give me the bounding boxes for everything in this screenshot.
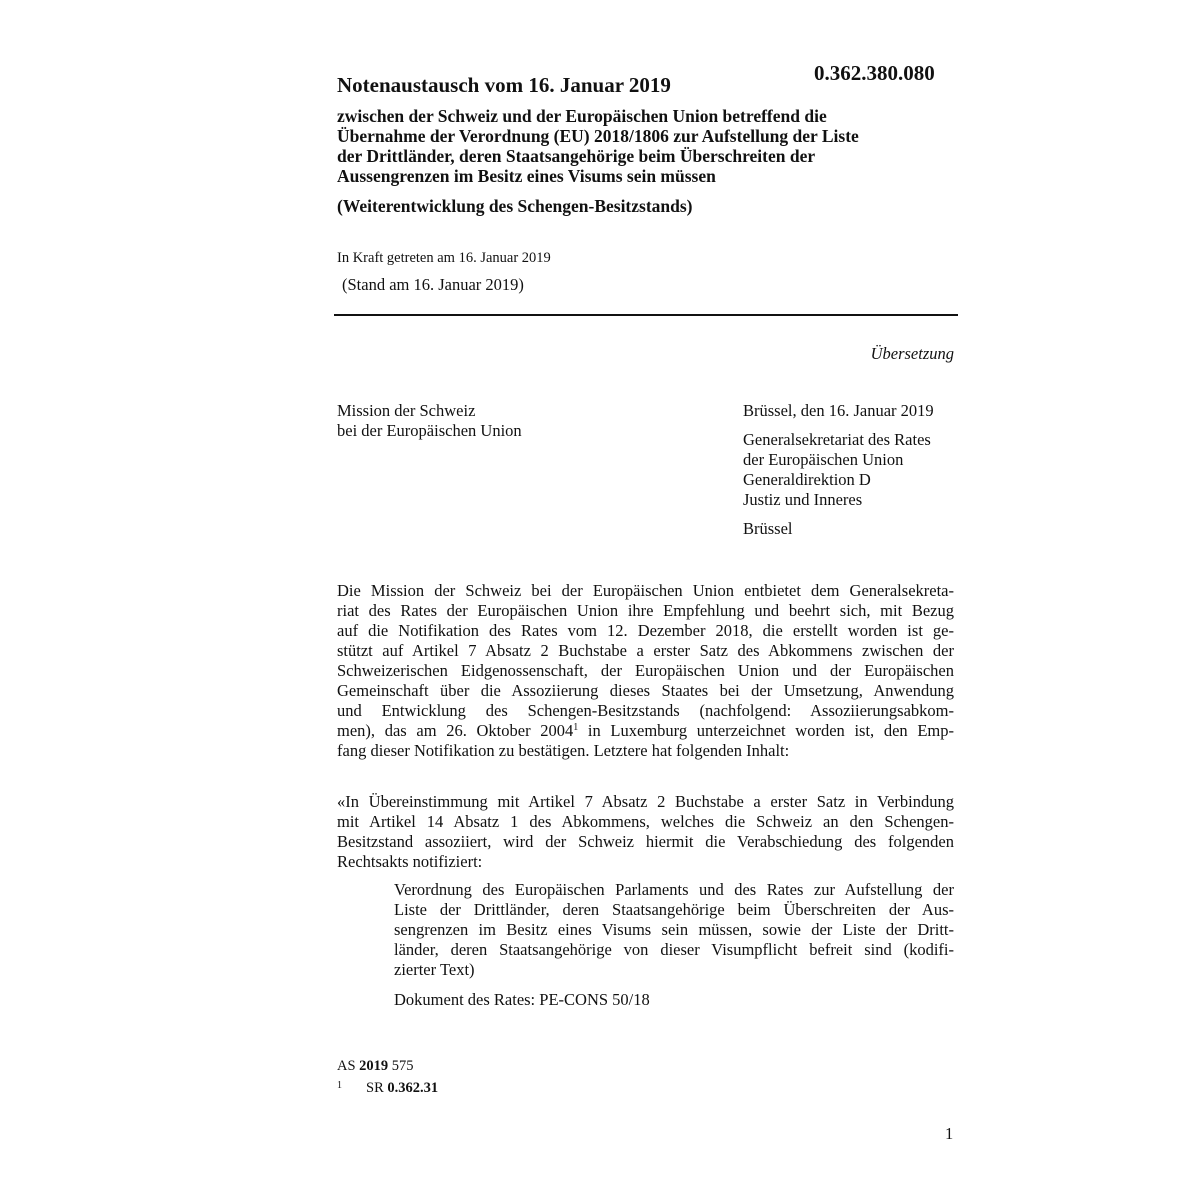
as-prefix: AS bbox=[337, 1058, 356, 1074]
recipient-line: Justiz und Inneres bbox=[743, 490, 863, 509]
recipient-line: Generalsekretariat des Rates bbox=[743, 430, 931, 449]
translation-label: Übersetzung bbox=[870, 344, 954, 363]
as-year: 2019 bbox=[359, 1058, 389, 1074]
body-line: und Entwicklung des Schengen-Besitzstands (nachfolgend: Assoziierungsabkom- bbox=[337, 701, 954, 720]
body-line: Die Mission der Schweiz bei der Europäischen Union entbietet dem Generalsekreta- bbox=[337, 581, 954, 600]
subtitle-line: der Drittländer, deren Staatsangehörige beim Überschreiten der bbox=[337, 146, 816, 166]
in-force-date: In Kraft getreten am 16. Januar 2019 bbox=[337, 250, 551, 266]
regulation-line: Liste der Drittländer, deren Staatsangehörige beim Überschreiten der Aus- bbox=[394, 900, 954, 919]
subtitle-line: zwischen der Schweiz und der Europäischen Union betreffend die bbox=[337, 106, 827, 126]
header-divider bbox=[334, 314, 958, 316]
footnote-reference[interactable]: 1 bbox=[573, 722, 579, 733]
body-paragraph bbox=[337, 581, 954, 761]
quote-line: Rechtsakts notifiziert: bbox=[337, 852, 483, 871]
body-line: fang dieser Notifikation zu bestätigen. Letztere hat folgenden Inhalt: bbox=[337, 741, 790, 760]
quote-line: Besitzstand assoziiert, wird der Schweiz hiermit die Verabschiedung des folgenden bbox=[337, 832, 954, 851]
sr-number: 0.362.380.080 bbox=[814, 61, 935, 85]
letter-date: Brüssel, den 16. Januar 2019 bbox=[743, 401, 934, 420]
body-line: auf die Notifikation des Rates vom 12. Dezember 2018, die erstellt worden ist ge- bbox=[337, 621, 954, 640]
body-line: stützt auf Artikel 7 Absatz 2 Buchstabe a erster Satz des Abkommens zwischen der bbox=[337, 641, 954, 660]
council-document-reference: Dokument des Rates: PE-CONS 50/18 bbox=[394, 990, 650, 1009]
regulation-line: länder, deren Staatsangehörige von dieser Visumpflicht befreit sind (kodifi- bbox=[394, 940, 954, 959]
sender-line: bei der Europäischen Union bbox=[337, 421, 522, 440]
recipient-line: Generaldirektion D bbox=[743, 470, 871, 489]
official-compilation-reference bbox=[337, 1058, 414, 1075]
sender-line: Mission der Schweiz bbox=[337, 401, 476, 420]
footnote-sr-prefix: SR bbox=[366, 1080, 384, 1096]
body-line-segment: in Luxemburg unterzeichnet worden ist, den Emp- bbox=[578, 721, 954, 740]
body-line: Schweizerischen Eidgenossenschaft, der Europäischen Union und der Europäischen bbox=[337, 661, 954, 680]
recipient-block bbox=[743, 401, 934, 539]
regulation-line: sengrenzen im Besitz eines Visums sein müssen, sowie der Liste der Dritt- bbox=[394, 920, 954, 939]
status-date: (Stand am 16. Januar 2019) bbox=[342, 275, 524, 294]
quote-line: mit Artikel 14 Absatz 1 des Abkommens, welches die Schweiz an den Schengen- bbox=[337, 812, 954, 831]
body-line: Gemeinschaft über die Assoziierung dieses Staates bei der Umsetzung, Anwendung bbox=[337, 681, 954, 700]
document-subtitle bbox=[337, 106, 957, 186]
quote-line: «In Übereinstimmung mit Artikel 7 Absatz 2 Buchstabe a erster Satz in Verbindung bbox=[337, 792, 954, 811]
body-line-segment: men), das am 26. Oktober 2004 bbox=[337, 721, 574, 740]
recipient-city: Brüssel bbox=[743, 519, 793, 538]
subtitle-line: Übernahme der Verordnung (EU) 2018/1806 zur Aufstellung der Liste bbox=[337, 126, 859, 146]
document-title: Notenaustausch vom 16. Januar 2019 bbox=[337, 73, 671, 97]
subtitle-parenthetical: (Weiterentwicklung des Schengen-Besitzstands) bbox=[337, 196, 693, 216]
as-page: 575 bbox=[391, 1058, 414, 1074]
regulation-line: Verordnung des Europäischen Parlaments und des Rates zur Aufstellung der bbox=[394, 880, 954, 899]
subtitle-line: Aussengrenzen im Besitz eines Visums sein müssen bbox=[337, 166, 716, 186]
regulation-title-block bbox=[394, 880, 954, 980]
page-number: 1 bbox=[945, 1124, 954, 1143]
footnote bbox=[337, 1080, 438, 1097]
quote-paragraph bbox=[337, 792, 954, 872]
body-line: riat des Rates der Europäischen Union ihre Empfehlung und beehrt sich, mit Bezug bbox=[337, 601, 954, 620]
footnote-mark: 1 bbox=[337, 1080, 342, 1091]
footnote-sr-number[interactable]: 0.362.31 bbox=[387, 1080, 439, 1096]
body-line bbox=[337, 721, 954, 741]
recipient-line: der Europäischen Union bbox=[743, 450, 904, 469]
sender-block bbox=[337, 401, 522, 441]
regulation-line: zierter Text) bbox=[394, 960, 475, 979]
